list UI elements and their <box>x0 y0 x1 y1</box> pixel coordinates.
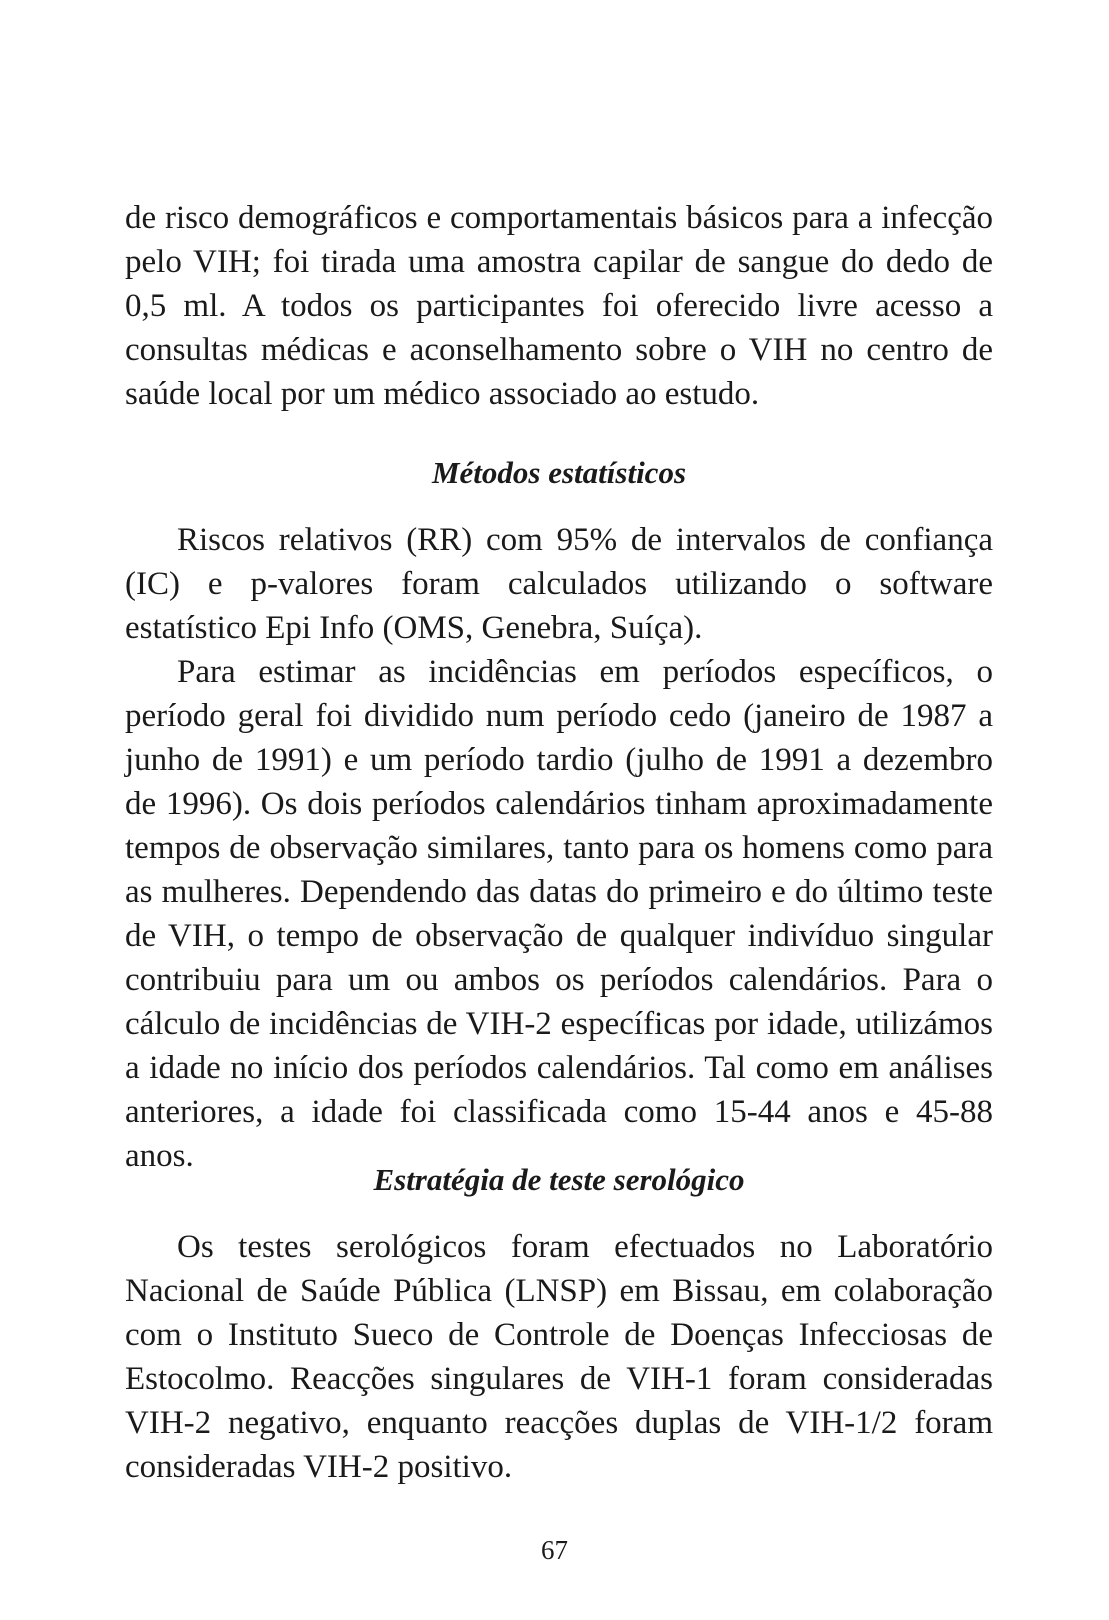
paragraph-recruitment: de risco demográficos e comportamentais básicos para a infecção pelo VIH; foi tirada uma amostra capilar de sangue do dedo de 0,5 ml. A todos os participantes foi oferecido livre acesso a consultas médicas e aconselhamento sobre o VIH no centro de saúde local por um médico associado ao estudo. <box>125 200 993 412</box>
heading-serological-strategy: Estratégia de teste serológico <box>373 1162 745 1197</box>
paragraph-incidence-periods: Para estimar as incidências em períodos específicos, o período geral foi dividido num período cedo (janeiro de 1987 a junho de 1991) e um período tardio (julho de 1991 a dezembro de 1996). Os dois períodos calendários tinham aproximadamente tempos de observação similares, tanto para os homens como para as mulheres. Dependendo das datas do primeiro e do último teste de VIH, o tempo de observação de qualquer indivíduo singular contribuiu para um ou ambos os períodos calendários. Para o cálculo de incidências de VIH-2 específicas por idade, utilizámos a idade no início dos períodos calendários. Tal como em análises anteriores, a idade foi classificada como 15-44 anos e 45-88 anos. <box>125 654 993 1174</box>
statistical-methods-section <box>125 518 993 1178</box>
paragraph-relative-risks: Riscos relativos (RR) com 95% de intervalos de confiança (IC) e p-valores foram calculados utilizando o software estatístico Epi Info (OMS, Genebra, Suíça). <box>125 522 993 646</box>
intro-section <box>125 196 993 416</box>
heading-statistical-methods: Métodos estatísticos <box>431 455 687 490</box>
page-number: 67 <box>541 1535 568 1565</box>
serological-section <box>125 1225 993 1489</box>
paragraph-serological-tests: Os testes serológicos foram efectuados no Laboratório Nacional de Saúde Pública (LNSP) em Bissau, em colaboração com o Instituto Sueco de Controle de Doenças Infecciosas de Estocolmo. Reacções singulares de VIH-1 foram consideradas VIH-2 negativo, enquanto reacções duplas de VIH-1/2 foram consideradas VIH-2 positivo. <box>125 1229 993 1485</box>
